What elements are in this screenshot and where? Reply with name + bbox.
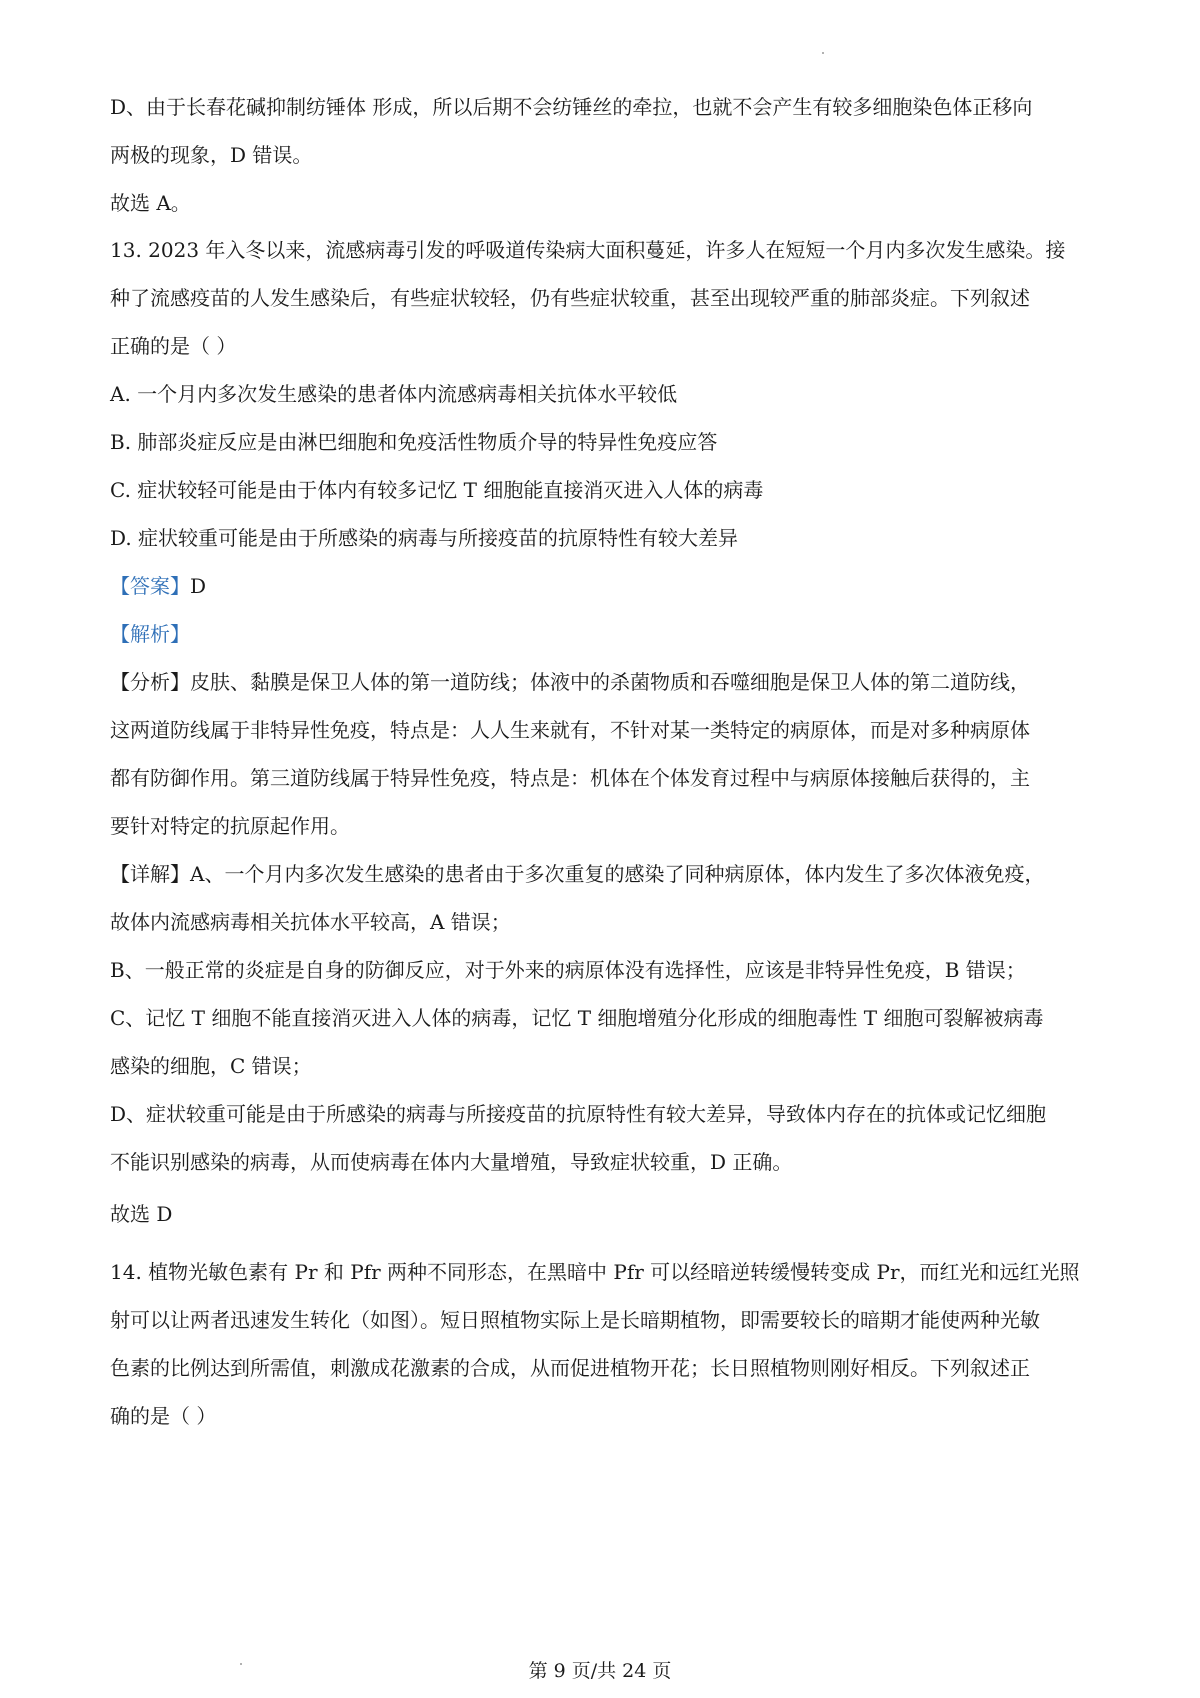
- text-line: 两极的现象，D 错误。: [110, 143, 313, 167]
- answer-line: [110, 571, 1100, 601]
- option-a: A. 一个月内多次发生感染的患者体内流感病毒相关抗体水平较低: [110, 382, 678, 406]
- page-footer: 第 9 页/共 24 页: [528, 1660, 672, 1682]
- text-line: 故选 A。: [110, 191, 191, 215]
- detail-text-line: C、记忆 T 细胞不能直接消灭进入人体的病毒，记忆 T 细胞增殖分化形成的细胞毒性 T 细胞可裂解被病毒: [110, 1006, 1044, 1030]
- detail-text-line: 故体内流感病毒相关抗体水平较高，A 错误；: [110, 910, 511, 934]
- question-14-line: 色素的比例达到所需值，刺激成花激素的合成，从而促进植物开花；长日照植物则刚好相反。下列叙述正: [110, 1356, 1030, 1380]
- detail-text-line: B、一般正常的炎症是自身的防御反应，对于外来的病原体没有选择性，应该是非特异性免疫，B 错误；: [110, 958, 1026, 982]
- option-b: B. 肺部炎症反应是由淋巴细胞和免疫活性物质介导的特异性免疫应答: [110, 430, 718, 454]
- option-c: C. 症状较轻可能是由于体内有较多记忆 T 细胞能直接消灭进入人体的病毒: [110, 478, 764, 502]
- answer-value: D: [190, 574, 207, 598]
- analysis-text-line: 要针对特定的抗原起作用。: [110, 814, 350, 838]
- question-13-line: 正确的是（ ）: [110, 334, 237, 358]
- option-d: D. 症状较重可能是由于所感染的病毒与所接疫苗的抗原特性有较大差异: [110, 526, 739, 550]
- answer-label: 【答案】: [110, 574, 190, 598]
- detail-text-line: D、症状较重可能是由于所感染的病毒与所接疫苗的抗原特性有较大差异，导致体内存在的抗体或记忆细胞: [110, 1102, 1047, 1126]
- conclusion-line: 故选 D: [110, 1202, 173, 1226]
- question-14-line: 确的是（ ）: [110, 1404, 217, 1428]
- detail-text-line: 感染的细胞，C 错误；: [110, 1054, 312, 1078]
- analysis-label: 【解析】: [110, 622, 190, 646]
- question-14-line: 14. 植物光敏色素有 Pr 和 Pfr 两种不同形态，在黑暗中 Pfr 可以经暗逆转缓慢转变成 Pr，而红光和远红光照: [110, 1260, 1080, 1284]
- analysis-text-line: 都有防御作用。第三道防线属于特异性免疫，特点是：机体在个体发育过程中与病原体接触后获得的，主: [110, 766, 1030, 790]
- question-13-line: 种了流感疫苗的人发生感染后，有些症状较轻，仍有些症状较重，甚至出现较严重的肺部炎症。下列叙述: [110, 286, 1030, 310]
- question-14-line: 射可以让两者迅速发生转化（如图）。短日照植物实际上是长暗期植物，即需要较长的暗期才能使两种光敏: [110, 1308, 1040, 1332]
- analysis-line: [110, 619, 1100, 649]
- detail-text-line: 不能识别感染的病毒，从而使病毒在体内大量增殖，导致症状较重，D 正确。: [110, 1150, 793, 1174]
- scan-dot: [822, 52, 824, 54]
- question-13-line: 13. 2023 年入冬以来，流感病毒引发的呼吸道传染病大面积蔓延，许多人在短短一个月内多次发生感染。接: [110, 238, 1066, 262]
- analysis-text-line: 这两道防线属于非特异性免疫，特点是：人人生来就有，不针对某一类特定的病原体，而是对多种病原体: [110, 718, 1030, 742]
- detail-text-line: 【详解】A、一个月内多次发生感染的患者由于多次重复的感染了同种病原体，体内发生了多次体液免疫，: [110, 862, 1045, 886]
- analysis-text-line: 【分析】皮肤、黏膜是保卫人体的第一道防线；体液中的杀菌物质和吞噬细胞是保卫人体的第二道防线，: [110, 670, 1030, 694]
- text-line: D、由于长春花碱抑制纺锤体 形成，所以后期不会纺锤丝的牵拉，也就不会产生有较多细胞染色体正移向: [110, 95, 1033, 119]
